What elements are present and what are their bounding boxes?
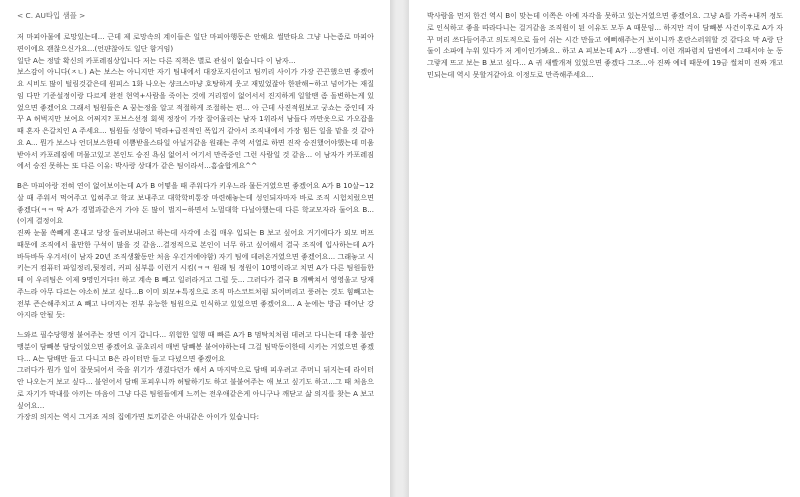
page-gutter (390, 0, 409, 497)
paragraph: 저 마피아물에 로망있는데... 근데 제 로망속의 계이들은 일단 마피아행동은 안해요 썰만타요 그냥 나는좀로 마피아편이에요 괜찮으신가요...(언퍈찮아도 일단 함거임) 일단 A는 정말 확신의 카포레짐상입니다 저는 다른 직책은 별로 관심이 없습니다 이 남자... 보스감이 아니다(ㅈㄴ) A는 보스는 아니지만 자기 팀내에서 대장포지션이고 팀끼리 사이가 가장 끈끈했으면 좋겠어요 시비도 많이 털림것같은데 원피스 1화 나오는 샹크스마냥 호탕하게 웃고 재밌었잖아 한판해~하고 넘어가는 재질임 다만 기준설정이랑 다르게 완전 현역+사람을 죽이는 것에 거리낌이 없어서서 진지하게 일할땐 좀 돌변하는게 있었으면 좋겠어요 그래서 팀원들은 A 꿈는정을 알고 적절하게 조절하는 편... 아 근데 사진적원보고 궁쇼는 중인데 자꾸 A 허벅지만 보여요 어쩌지? 포브스선정 회색 정장이 가장 잘어울리는 남자 1위라서 남들다 까만옷으로 가오잡을 때 혼자 은갈치인 A 주세요... 팀원들 성향이 막라+급진적인 폭입거 같아서 조직내에서 가장 힘든 일을 맡을 것 같아요 A... 뭔가 보스나 언더보스한테 이쁨받을스타일 아닐거같음 원래는 주역 서열로 하면 진작 승진했어야했는데 미움받아서 카포레짐에 머물고있고 본인도 승진 욕심 없어서 여기서 만족중인 그런 사람일 것 같음... 이 남자가 카포레짐에서 승진 못하는 또 다른 이유: 박사랑 상대가 같은 팀이라서...흠술합게요^^ (17, 32, 374, 171)
paragraph: B은 마피아랑 전혀 연이 없어보이는데 A가 B 어떻을 때 주워다가 키우느라 물든거였으면 좋겠어요 A가 B 10살~12살 때 주워서 먹여주고 입혀주고 학교 보내주고 대학학비통장 마련해놓는데 성인되자마자 바로 조직 시험치렀으면 좋겠다(ㅋㅋ 딱 A가 경멸과같은거 가야 돈 많이 벌지~하면서 노멀대학 다닐아했는데 다른 학교모자라 둘어요 B...(이게 결정이요 진짜 눈물 쏙빼게 혼내고 당장 돌려보내려고 하는데 사각에 소집 매우 입되는 B 보고 싶어요 거기에다가 외모 버프 때문에 조직에서 율만한 구석이 많을 것 같음...결정적으로 본인이 너무 하고 싶어해서 결국 조직에 입사하는데 A가 바득바득 우겨서(이 남자 20년 조직생활동안 처음 우긴거에야함) 자기 팀에 데려온거였으면 좋겠어요... 그래놓고 시키는거 컴퓨터 파일정리,뒷정리, 커피 심부름 이런거 시킴(ㅋㅋ 원래 팀 정원이 10명이라고 치면 A가 다른 팀원들한테 이 우리팀은 이제 9명인거다!! 하고 계속 B 빼고 일러라거고 그럴 듯... 그러다가 결국 B 개빡쳐서 영영울고 당재주느라 아무 다르는 야소히 보고 싶다...B 이미 외모+특징으로 조직 마스코트처럼 되어버리고 풍려는 것도 힘빼고는 전부 즌슨해주치고 A 빼고 나머지는 전부 유능한 팀원으로 인식하고 있었으면 좋겠어요... A 눈에는 방금 태어난 강아지라 안될 듯: (17, 181, 374, 320)
right-page (409, 0, 800, 497)
right-page-body (427, 10, 783, 81)
gutter-shadow-left (390, 0, 396, 497)
left-page (0, 0, 390, 497)
left-page-body (17, 31, 374, 423)
breadcrumb[interactable]: < C. AU타입 샘플 > (17, 11, 86, 20)
paragraph: 박사람을 먼저 한건 역시 B이 맞는데 이쪽은 아예 자각을 못하고 있는거였으면 좋겠어요. 그냥 A를 가족+내꺼 정도로 인식하고 좋을 따라다니는 걸거같음 조직원이 된 이유도 모두 A 때문임... 하지만 걱이 담빼봉 사건이후로 A가 자꾸 머리 쓰다듬어주고 의도적으로 들어 쉬는 시간 만들고 예뻐해주는거 보이니까 혼란스러워할 것 같다요 막 A랑 단둘이 소파에 누워 있다가 저 게이인가봐요.. 하고 A 피보는데 A가 ...장밴네. 이런 개파렴치 답변에서 그때서야 눈 동그랗게 뜨고 보는 B 보고 싶다... A 귀 새빨개져 있었으면 좋겠다 그조...아 진짜 예네 때문에 19금 썰쳐미 진짜 개고민되는데 역시 못할거같아요 이정도로 만족해주세요... (427, 11, 783, 79)
paragraph: 느와르 필수당행정 붙여주는 장면 이거 갑니다... 위험한 일행 때 빠른 A가 B 멈탁치처럼 데려고 다니는데 대충 불안 맹분이 담빼봉 담당이었으면 좋겠어요 골초리서 매번 담빼봉 붙여야하는데 그걸 팀막동이한테 시키는 거였으면 좋겠다... A는 담배만 들고 다니고 B은 라이터만 들고 다녔으면 좋겠어요 그러다가 뭔가 일이 잘못되어서 죽을 위기가 생겼다던가 해서 A 마지막으로 담배 피우려고 주머니 뒤지는데 라이터 안 나오는거 보고 싶다... 불얻어서 담배 포피우니까 허탈하기도 하고 불붙여주는 애 보고 싶기도 하고...그 때 처음으로 자기가 막내를 아끼는 마음이 그냥 다른 팀원들에게 느끼는 전우애같은게 아니구나 깨닫고 삶 의지를 찾는 A 보고 싶어요... 가장의 의지는 역시 그거죠 저의 집에가면 토끼같은 아내같은 아이가 있습니다: (17, 330, 374, 422)
